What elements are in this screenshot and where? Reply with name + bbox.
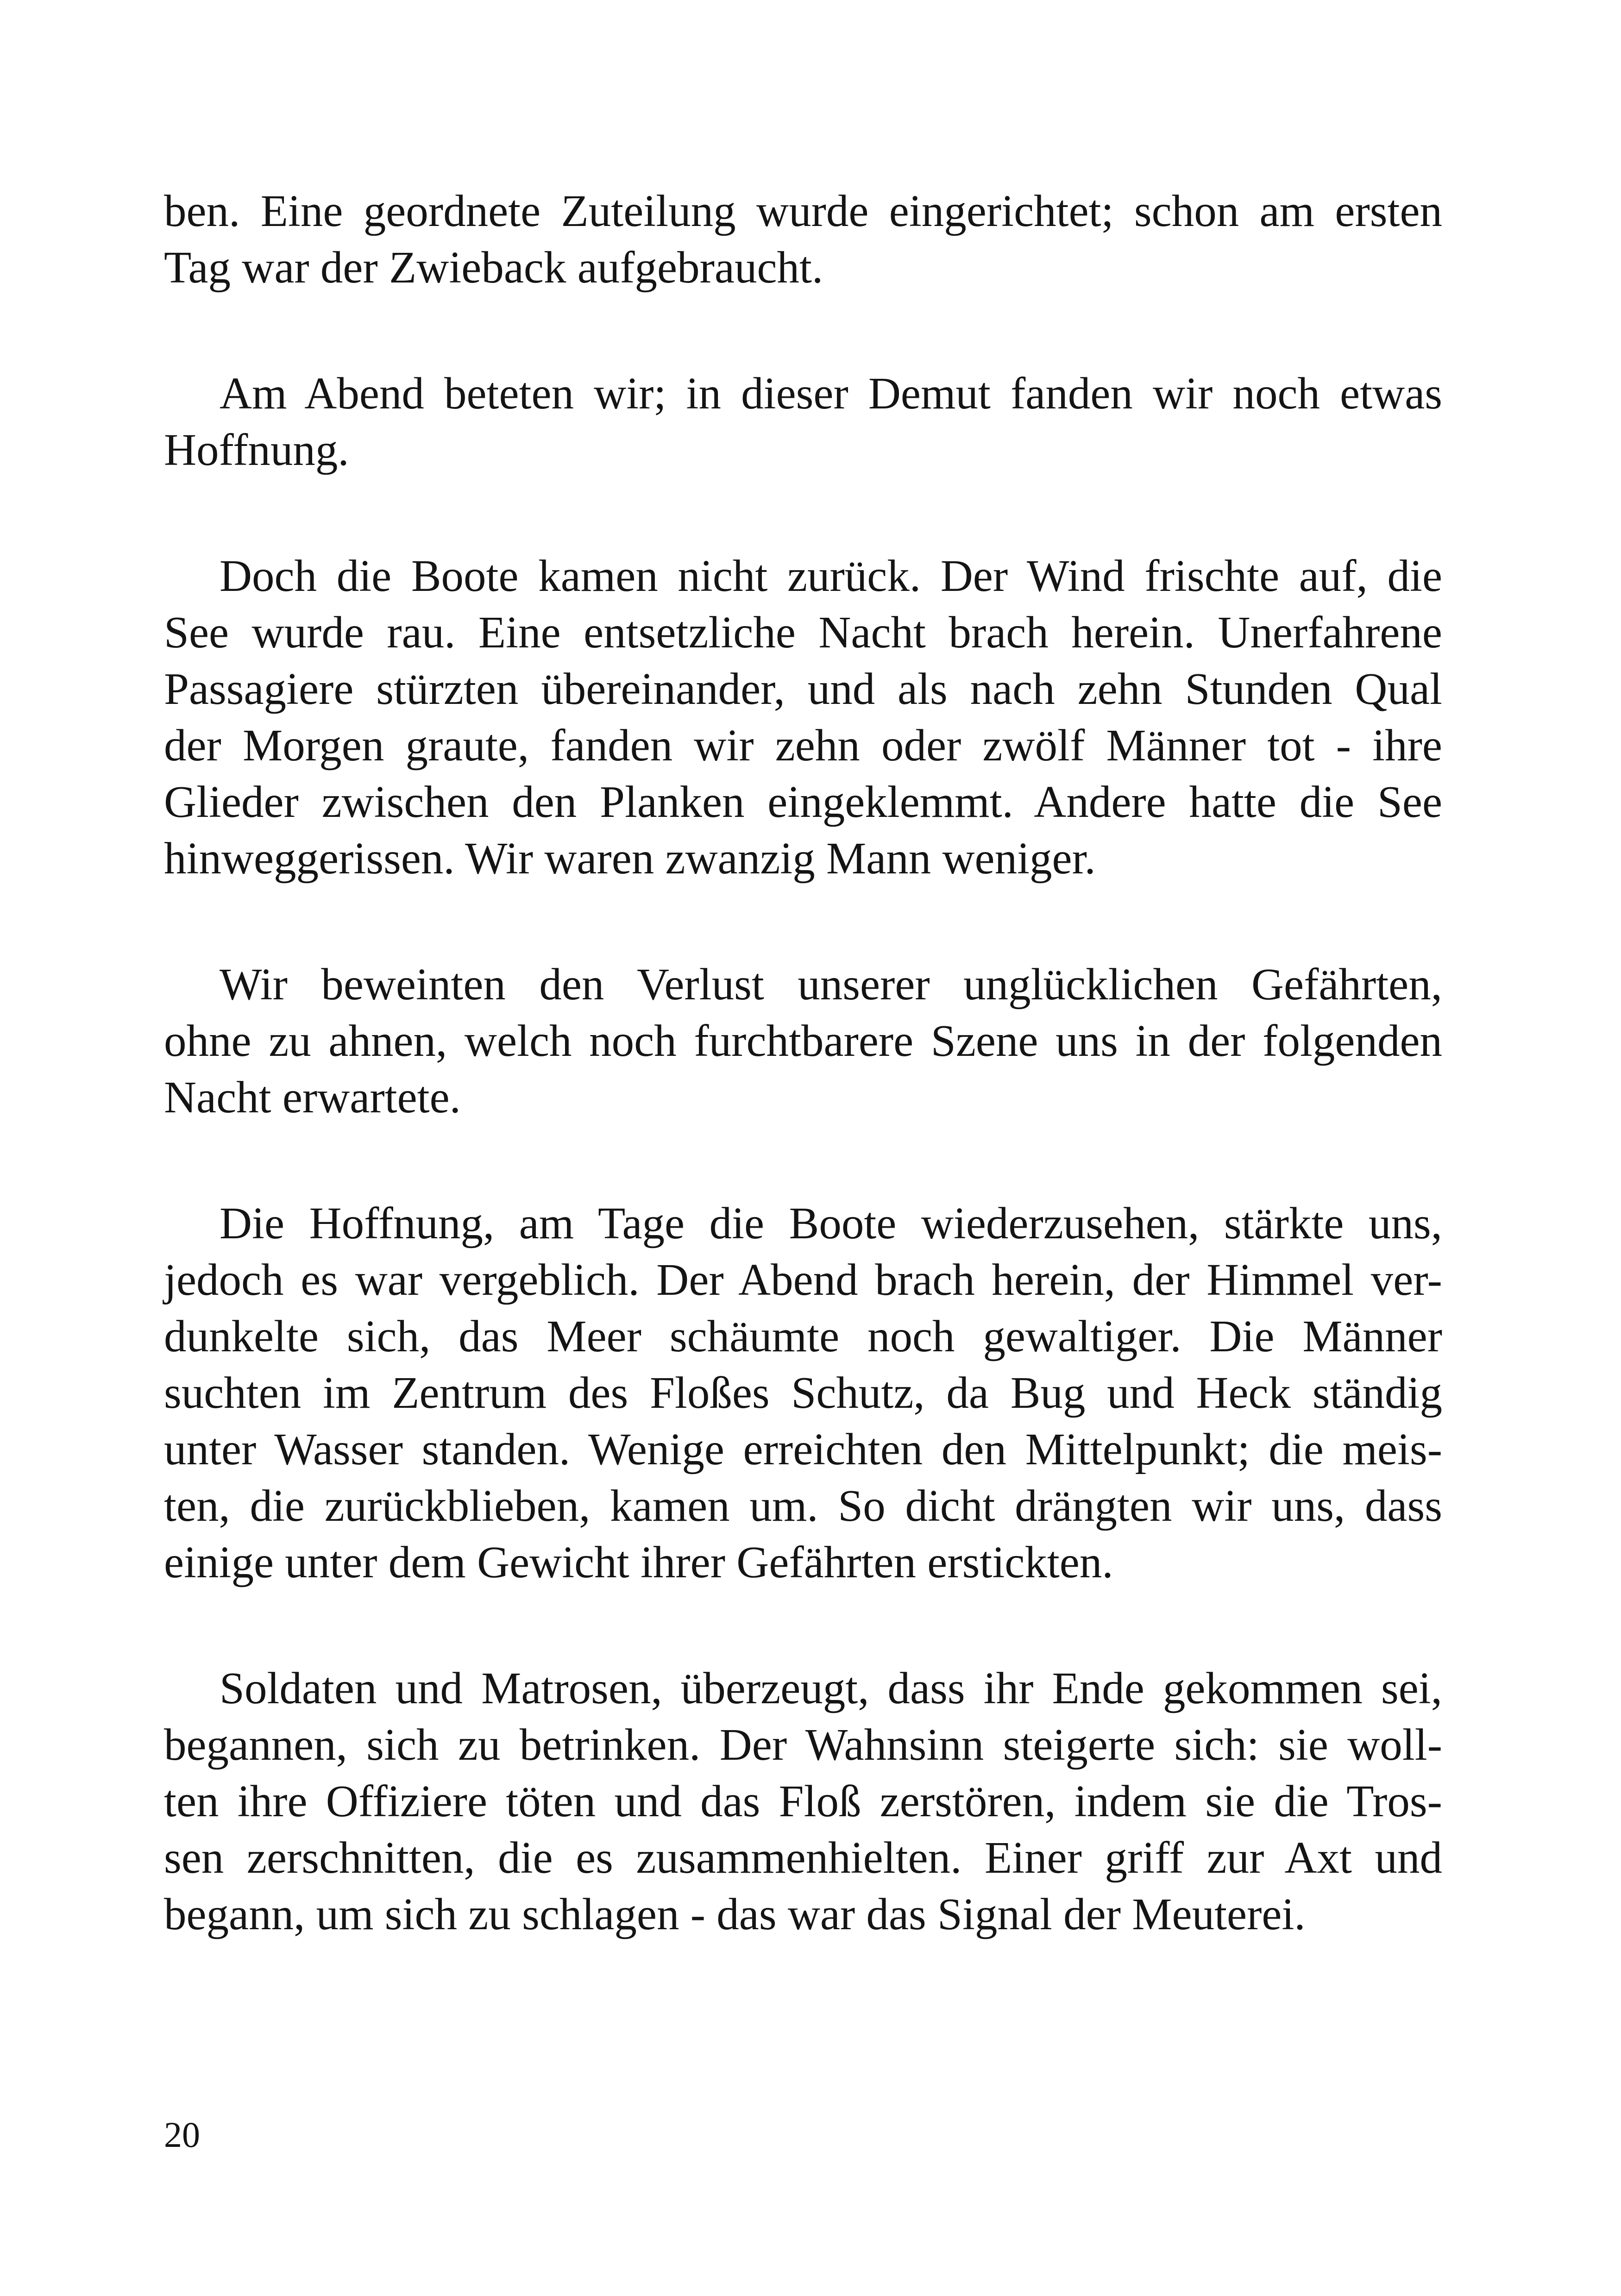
text-line: begann, um sich zu schlagen - das war das Signal der Meuterei. [164,1889,1306,1939]
text-line: einige unter dem Gewicht ihrer Gefährten erstickten. [164,1537,1113,1587]
paragraph [164,1195,1442,1591]
paragraph [164,1660,1442,1943]
text-line: Wir beweinten den Verlust unserer unglücklichen Gefährten, [220,960,1442,1009]
text-line: Soldaten und Matrosen, überzeugt, dass ihr Ende gekommen sei, [220,1663,1442,1713]
text-line: Glieder zwischen den Planken eingeklemmt. Andere hatte die See [164,777,1442,827]
text-line: Nacht erwartete. [164,1073,461,1122]
paragraph-spacer [164,478,1442,548]
paragraph-spacer [164,296,1442,365]
text-line: ohne zu ahnen, welch noch furchtbarere Szene uns in der folgenden [164,1016,1442,1066]
text-line: der Morgen graute, fanden wir zehn oder zwölf Männer tot - ihre [164,721,1442,770]
paragraph-spacer [164,1126,1442,1195]
text-line: suchten im Zentrum des Floßes Schutz, da Bug und Heck ständig [164,1368,1442,1418]
text-line: unter Wasser standen. Wenige erreichten den Mittelpunkt; die meis- [164,1424,1442,1474]
body-text [164,183,1442,1943]
text-line: begannen, sich zu betrinken. Der Wahnsinn steigerte sich: sie woll- [164,1720,1442,1769]
text-line: ten ihre Offiziere töten und das Floß zerstören, indem sie die Tros- [164,1776,1442,1826]
text-line: Hoffnung. [164,425,349,475]
text-line: sen zerschnitten, die es zusammenhielten. Einer griff zur Axt und [164,1833,1442,1882]
text-line: Passagiere stürzten übereinander, und als nach zehn Stunden Qual [164,664,1442,714]
text-line: ten, die zurückblieben, kamen um. So dicht drängten wir uns, dass [164,1481,1442,1531]
page-number: 20 [164,2114,200,2155]
paragraph [164,365,1442,478]
text-line: Am Abend beteten wir; in dieser Demut fanden wir noch etwas [220,369,1442,418]
text-line: ben. Eine geordnete Zuteilung wurde eingerichtet; schon am ersten [164,186,1442,236]
paragraph [164,956,1442,1126]
text-line: See wurde rau. Eine entsetzliche Nacht brach herein. Unerfahrene [164,608,1442,657]
text-line: Doch die Boote kamen nicht zurück. Der Wind frischte auf, die [220,551,1442,601]
text-line: jedoch es war vergeblich. Der Abend brach herein, der Himmel ver- [164,1255,1442,1305]
text-line: dunkelte sich, das Meer schäumte noch gewaltiger. Die Männer [164,1311,1442,1361]
text-line: hinweggerissen. Wir waren zwanzig Mann weniger. [164,834,1096,883]
paragraph [164,183,1442,296]
paragraph-spacer [164,1591,1442,1660]
text-line: Die Hoffnung, am Tage die Boote wiederzusehen, stärkte uns, [220,1198,1442,1248]
paragraph [164,548,1442,887]
text-line: Tag war der Zwieback aufgebraucht. [164,243,823,292]
paragraph-spacer [164,887,1442,956]
